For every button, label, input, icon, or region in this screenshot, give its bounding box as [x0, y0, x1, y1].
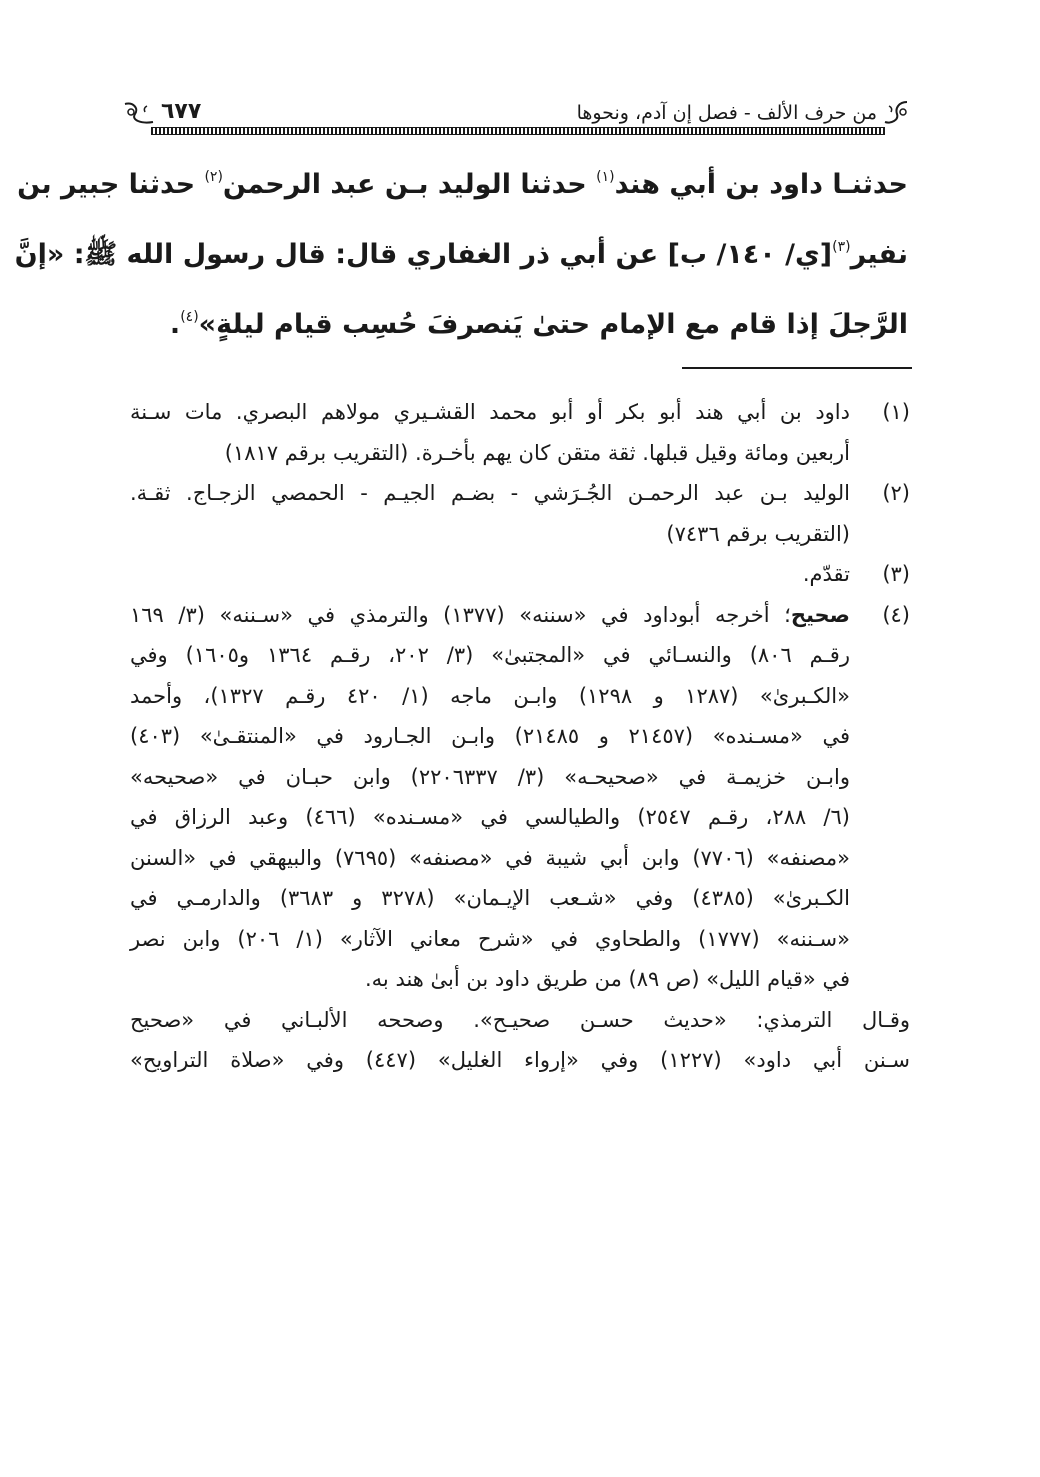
footnote-3 [130, 554, 910, 595]
footnote-marker: (٣) [832, 239, 851, 255]
footnote-line: وقـال الترمذي: «حديث حسـن صحيـح». وصححه الألبـاني في «صحيح [130, 1007, 910, 1032]
main-text [14, 150, 908, 360]
header-rule-bottom [151, 134, 885, 135]
footnote-line: وابـن خزيمـة في «صحيحـه» (٣/ ٢٢٠٦٣٣٧) وابن حبـان في «صحيحه» [130, 764, 850, 789]
footnote-line: أربعين ومائة وقيل قبلها. ثقة متقن كان يهم بأخـرة. (التقريب برقم ١٨١٧) [224, 440, 850, 465]
ornament-left-icon [121, 98, 157, 128]
ornament-right-icon [881, 98, 911, 128]
main-line: الرَّجلَ إذا قام مع الإمام حتىٰ يَنصرفَ حُسِب قيام ليلةٍ»$^{(٤)}$. [169, 309, 908, 340]
grading-label: صحيح [790, 602, 850, 627]
footnote-line: تقدّم. [802, 562, 850, 586]
footnotes [130, 392, 910, 1081]
footnote-number: (٤) [882, 602, 910, 627]
main-line: حدثنـا داود بن أبي هند$^{(١)}$ حدثنا الوليد بـن عبد الرحمن$^{(٢)}$ حدثنا جبير بن [17, 169, 908, 200]
footnote-line: داود بن أبي هند أبو بكر أو أبو محمد القشـيري مولاهم البصري. مات سـنة [130, 400, 850, 424]
footnote-line: صحيح؛ أخرجه أبوداود في «سننه» (١٣٧٧) والترمذي في «سـننه» (٣/ ١٦٩ [130, 602, 850, 627]
footnote-1 [130, 392, 910, 473]
footnote-marker: (٢) [204, 169, 223, 185]
footnote-line: في «مسـنده» (٢١٤٥٧ و ٢١٤٨٥) وابـن الجـارود في «المنتقـىٰ» (٤٠٣) [130, 724, 850, 748]
footnote-marker: (٤) [180, 309, 199, 325]
footnote-line: (٦/ ٢٨٨، رقـم ٢٥٤٧) والطيالسي في «مسـنده» (٤٦٦) وعبد الرزاق في [130, 805, 850, 829]
main-line: نفير$^{(٣)}$[ي/ ١٤٠/ ب] عن أبي ذر الغفاري قال: قال رسول الله ﷺ: «إنَّ [14, 239, 908, 270]
footnote-number: (١) [882, 400, 910, 424]
footnote-number: (٣) [882, 562, 910, 586]
footnote-line: الوليد بـن عبد الرحمـن الجُـرَشي - بضـم الجيـم - الحمصي الزجـاج. ثقـة. [130, 481, 850, 505]
footnote-line: «مصنفه» (٧٧٠٦) وابن أبي شيبة في «مصنفه» (٧٦٩٥) والبيهقي في «السنن [130, 845, 850, 870]
footnote-line: (التقريب برقم ٧٤٣٦) [666, 521, 850, 546]
footnote-number: (٢) [882, 481, 910, 505]
footnote-separator [682, 367, 912, 369]
footnote-line: «الكـبرىٰ» (١٢٨٧ و ١٢٩٨) وابـن ماجه (١/ ٤٢٠ رقـم ١٣٢٧)، وأحمد [130, 683, 850, 708]
footnote-line: رقـم ٨٠٦) والنسـائي في «المجتبىٰ» (٣/ ٢٠٢، رقـم ١٣٦٤ و١٦٠٥) وفي [130, 643, 850, 667]
page-header [115, 98, 915, 138]
page-number: ٦٧٧ [161, 99, 202, 124]
footnote-marker: (١) [596, 169, 615, 185]
footnote-4 [130, 595, 910, 1000]
footnote-continuation [130, 1000, 910, 1081]
footnote-line: سـنن أبي داود» (١٢٢٧) وفي «إرواء الغليل» (٤٤٧) وفي «صلاة التراويح» [130, 1048, 911, 1072]
running-title: من حرف الألف - فصل إن آدم، ونحوها [576, 102, 877, 124]
footnote-2 [130, 473, 910, 554]
footnote-line: «سـننه» (١٧٧٧) والطحاوي في «شرح معاني الآثار» (١/ ٢٠٦) وابن نصر [130, 926, 850, 951]
footnote-line: الكـبرىٰ» (٤٣٨٥) وفي «شـعب الإيـمان» (٣٢٧٨ و ٣٦٨٣) والدارمـي في [130, 886, 850, 910]
footnote-line: في «قيام الليل» (ص ٨٩) من طريق داود بن أبىٰ هند به. [364, 967, 850, 991]
